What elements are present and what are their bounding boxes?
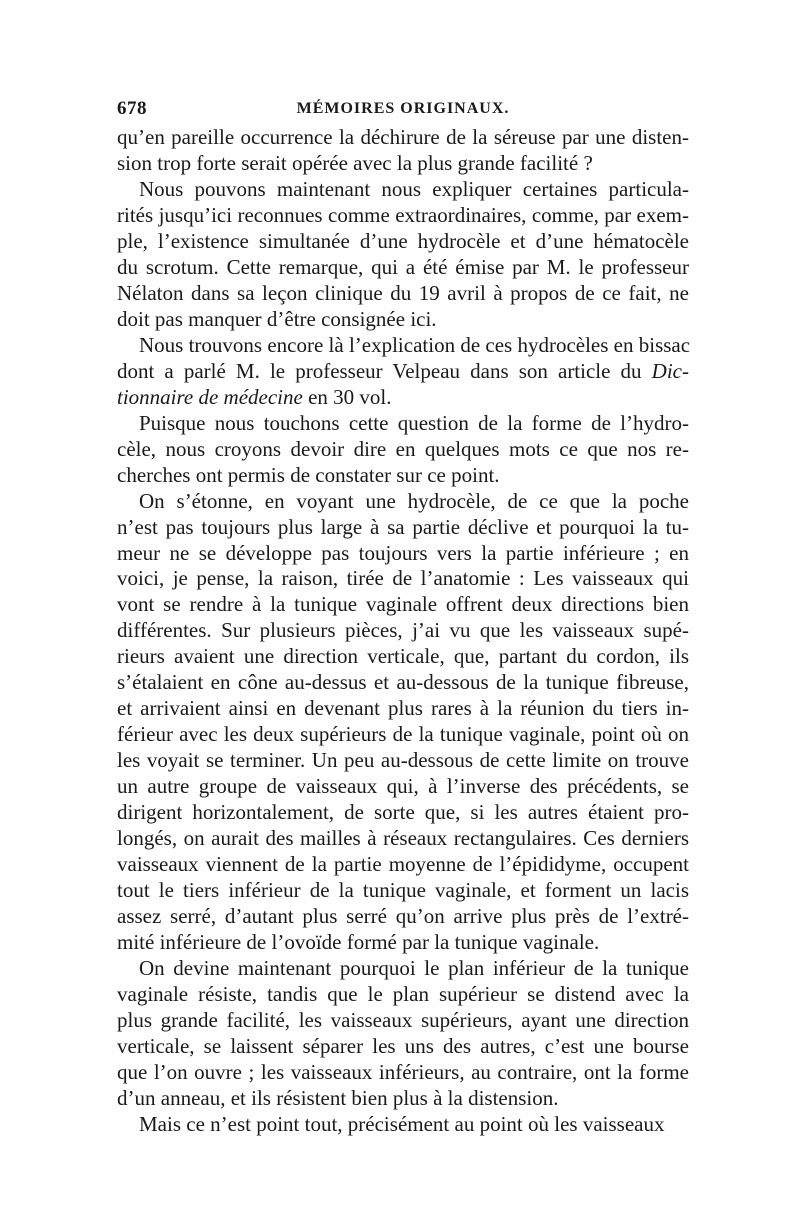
text-line: Nélaton dans sa leçon clinique du 19 avril à propos de ce fait, ne: [117, 280, 689, 305]
text-line: du scrotum. Cette remarque, qui a été émise par M. le professeur: [117, 254, 689, 279]
text-line: vaisseaux viennent de la partie moyenne de l’épididyme, occupent: [117, 852, 689, 877]
text-line: longés, on aurait des mailles à réseaux rectangulaires. Ces derniers: [117, 826, 689, 851]
text-line: qu’en pareille occurrence la déchirure de la séreuse par une disten-: [117, 125, 689, 149]
text-line: un autre groupe de vaisseaux qui, à l’inverse des précédents, se: [117, 774, 689, 799]
text-line: doit pas manquer d’être consignée ici.: [117, 306, 437, 331]
text-line: cherches ont permis de constater sur ce point.: [117, 462, 500, 487]
text-line: s’étalaient en cône au-dessus et au-dessous de la tunique fibreuse,: [117, 670, 689, 695]
text-line: Nous trouvons encore là l’explication de ces hydrocèles en bissac: [139, 332, 691, 357]
text-line: Nous pouvons maintenant nous expliquer certaines particula-: [139, 176, 689, 201]
text-line: meur ne se développe pas toujours vers la partie inférieure ; en: [117, 540, 689, 565]
text-line: dirigent horizontalement, de sorte que, si les autres étaient pro-: [117, 800, 689, 825]
text-line: verticale, se laissent séparer les uns des autres, c’est une bourse: [117, 1033, 689, 1058]
text-line: n’est pas toujours plus large à sa partie déclive et pourquoi la tu-: [117, 514, 689, 539]
text-line: rités jusqu’ici reconnues comme extraordinaires, comme, par exem-: [117, 202, 689, 227]
text-line: que l’on ouvre ; les vaisseaux inférieurs, au contraire, ont la forme: [117, 1059, 689, 1084]
text-line: les voyait se terminer. Un peu au-dessous de cette limite on trouve: [117, 748, 689, 773]
page-number: 678: [117, 98, 147, 119]
body-text: [117, 124, 689, 1137]
running-title: MÉMOIRES ORIGINAUX.: [296, 100, 510, 117]
text-line: plus grande facilité, les vaisseaux supérieurs, ayant une direction: [117, 1007, 689, 1032]
italic-title-run: Dic-: [651, 358, 689, 383]
text-line: vont se rendre à la tunique vaginale offrent deux directions bien: [117, 592, 689, 617]
text-line: cèle, nous croyons devoir dire en quelques mots ce que nos re-: [117, 436, 689, 461]
text-line: On devine maintenant pourquoi le plan inférieur de la tunique: [139, 956, 689, 980]
text-line: sion trop forte serait opérée avec la plus grande facilité ?: [117, 150, 593, 175]
text-line: assez serré, d’autant plus serré qu’on arrive plus près de l’extré-: [117, 904, 689, 929]
text-line: [117, 358, 689, 384]
text-line: ple, l’existence simultanée d’une hydrocèle et d’une hématocèle: [117, 228, 689, 253]
text-run: en 30 vol.: [302, 384, 392, 409]
text-line: férieur avec les deux supérieurs de la tunique vaginale, point où on: [117, 722, 689, 747]
italic-title-run: tionnaire de médecine: [117, 384, 303, 409]
text-line: mité inférieure de l’ovoïde formé par la tunique vaginale.: [117, 930, 600, 955]
text-line: On s’étonne, en voyant une hydrocèle, de ce que la poche: [139, 488, 689, 513]
text-run: dont a parlé M. le professeur Velpeau dans son article du: [117, 358, 652, 383]
text-line: d’un anneau, et ils résistent bien plus à la distension.: [117, 1085, 559, 1110]
text-line: et arrivaient ainsi en devenant plus rares à la réunion du tiers in-: [117, 696, 689, 721]
text-line: Mais ce n’est point tout, précisément au point où les vaisseaux: [139, 1111, 665, 1136]
text-line: différentes. Sur plusieurs pièces, j’ai vu que les vaisseaux supé-: [117, 618, 689, 643]
text-line: vaginale résiste, tandis que le plan supérieur se distend avec la: [117, 981, 689, 1006]
text-line: voici, je pense, la raison, tirée de l’anatomie : Les vaisseaux qui: [117, 566, 689, 591]
text-line: rieurs avaient une direction verticale, que, partant du cordon, ils: [117, 644, 689, 669]
running-head: [117, 98, 689, 124]
text-line: tout le tiers inférieur de la tunique vaginale, et forment un lacis: [117, 878, 689, 903]
text-line: [117, 384, 689, 410]
text-line: Puisque nous touchons cette question de la forme de l’hydro-: [139, 410, 689, 435]
